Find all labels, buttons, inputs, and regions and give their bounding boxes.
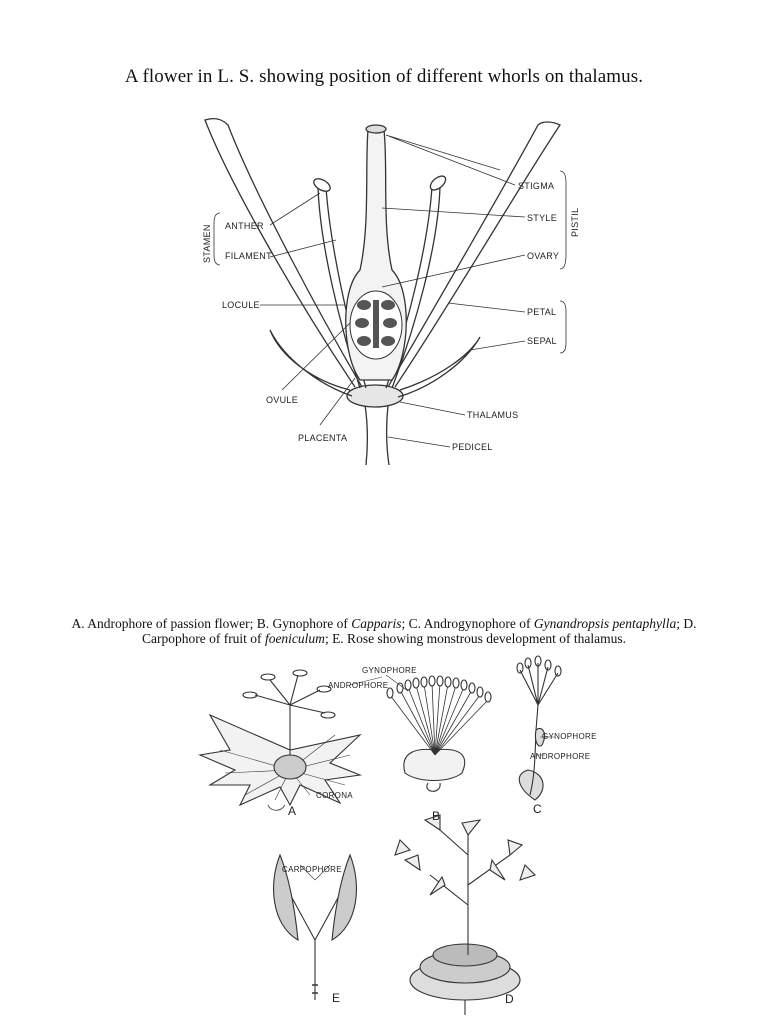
label-androphore-a: ANDROPHORE [328,681,389,690]
passion-flower-a [200,670,360,810]
stigma-top [366,125,386,133]
caption-part-2: ; C. Androgynophore of [401,616,534,631]
caption-italic-1: Capparis [351,616,402,631]
label-placenta: PLACENTA [298,433,348,443]
label-sepal: SEPAL [527,336,557,346]
label-pedicel: PEDICEL [452,442,493,452]
sepal-right [398,337,480,397]
caption-part-1: A. Androphore of passion flower; B. Gynophore of [71,616,352,631]
caption-italic-3: foeniculum [264,631,325,646]
label-corona: CORONA [316,791,353,800]
label-a: A [288,804,297,818]
caption-part-3: ; D. Carpophore of fruit of [141,616,697,646]
label-locule: LOCULE [222,300,260,310]
caption-italic-2: Gynandropsis pentaphylla [533,616,677,631]
foeniculum-e [274,855,357,1000]
label-carpophore: CARPOPHORE [282,865,342,874]
ovules [355,300,397,348]
anther-right [428,173,448,192]
label-c: C [533,802,542,816]
figure-caption [40,616,728,646]
label-ovary: OVARY [527,251,560,261]
gynandropsis-c [517,656,561,800]
label-filament: FILAMENT [225,251,272,261]
capparis-b [350,675,491,791]
thalamus-modifications-diagram [150,655,620,1020]
label-style: STYLE [527,213,558,223]
label-d: D [505,992,514,1006]
flower-ls-diagram [160,105,590,465]
label-b: B [432,809,441,823]
label-ovule: OVULE [266,395,299,405]
anther-left [312,176,333,194]
label-stigma: STIGMA [518,181,555,191]
label-gynophore-b: GYNOPHORE [362,666,417,675]
label-androphore-c: ANDROPHORE [530,752,591,761]
label-pistil: PISTIL [570,207,580,237]
label-gynophore-c: GYNOPHORE [542,732,597,741]
label-petal: PETAL [527,307,557,317]
label-e: E [332,991,341,1005]
pedicel-shape [365,405,389,465]
label-anther: ANTHER [225,221,264,231]
thalamus-shape [347,385,403,407]
caption-part-4: ; E. Rose showing monstrous development of thalamus. [324,631,627,646]
label-stamen: STAMEN [202,224,212,263]
label-thalamus: THALAMUS [467,410,519,420]
rose-d [395,815,535,1015]
page-title: A flower in L. S. showing position of different whorls on thalamus. [124,66,644,87]
